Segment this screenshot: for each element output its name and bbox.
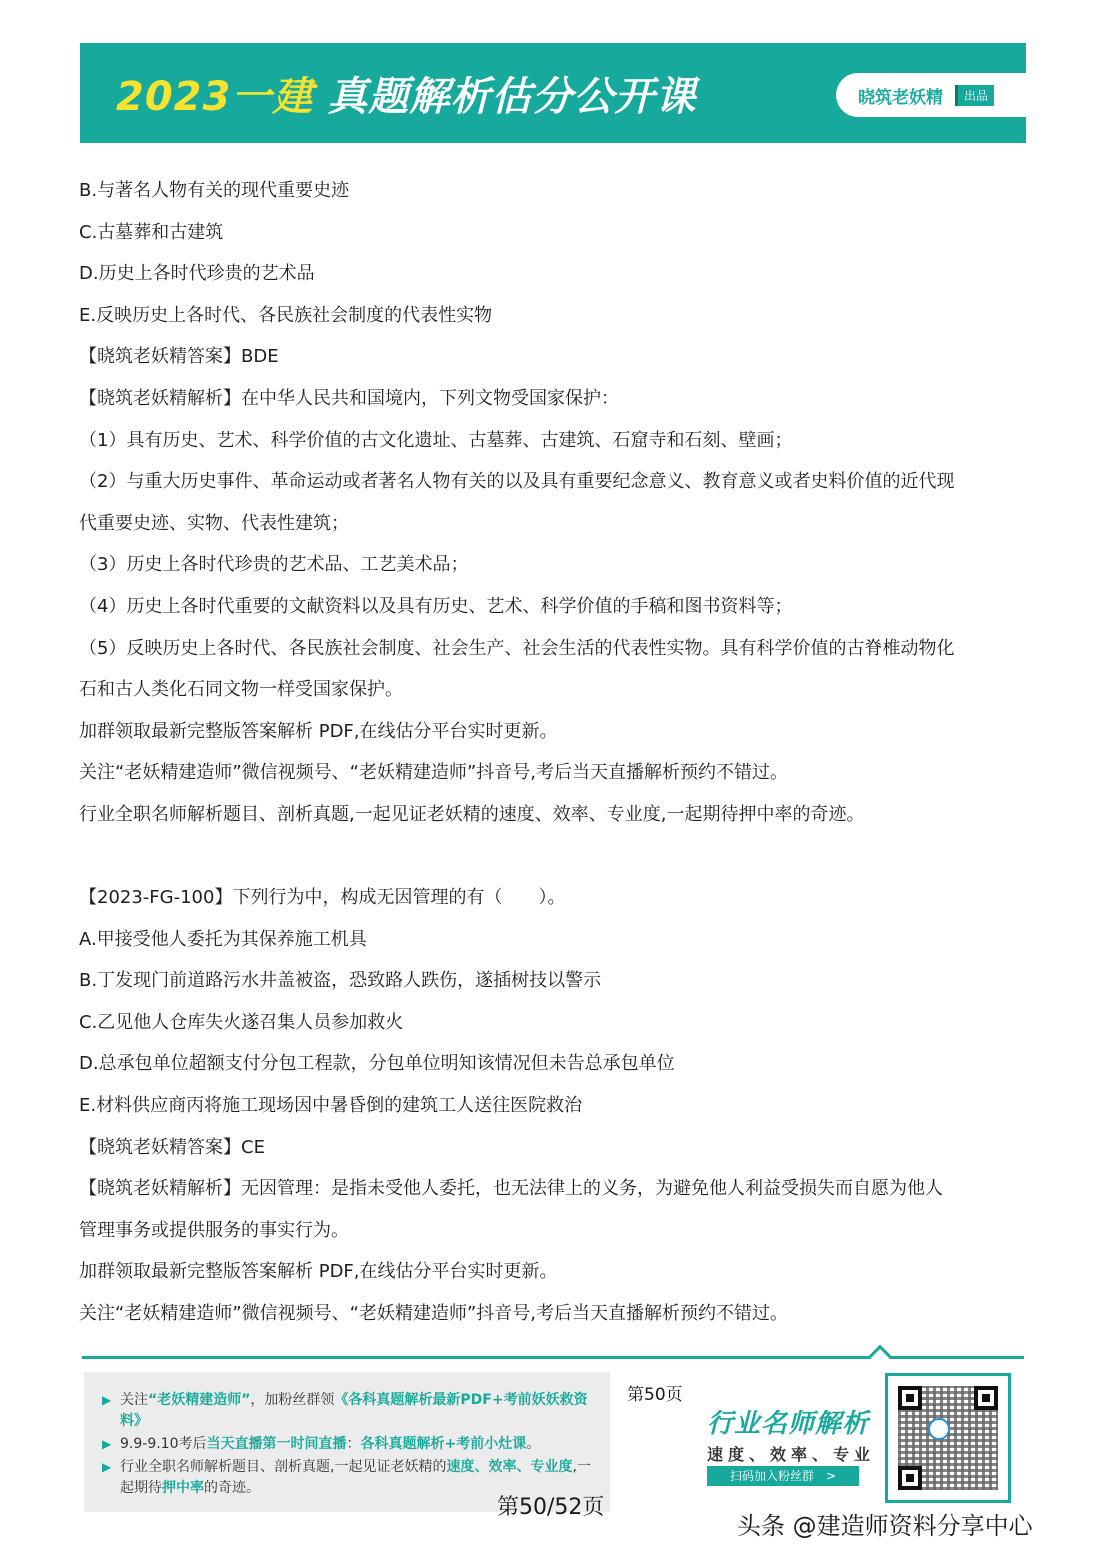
banner-main-title: 真题解析估分公开课 — [327, 73, 697, 120]
option-line: A.甲接受他人委托为其保养施工机具 — [79, 928, 367, 950]
bullet-text: ，加粉丝群领 — [250, 1392, 335, 1408]
banner-title — [116, 65, 696, 121]
page-number-label: 第50页 — [627, 1385, 683, 1405]
option-line: D.总承包单位超额支付分包工程款，分包单位明知该情况但未告总承包单位 — [79, 1053, 675, 1075]
bullet-highlight: 当天直播第一时间直播 — [206, 1436, 347, 1452]
page-total-label: 第50/52页 — [497, 1495, 605, 1520]
bullet-highlight: 押中率 — [162, 1480, 204, 1496]
bullet-text: ,一起期待 — [120, 1459, 591, 1496]
option-line: E.材料供应商丙将施工现场因中暑昏倒的建筑工人送往医院救治 — [79, 1095, 583, 1117]
watermark: 头条 @建造师资料分享中心 — [737, 1512, 1033, 1540]
footer-bullet — [102, 1390, 594, 1432]
analysis-line: （2）与重大历史事件、革命运动或者著名人物有关的以及具有重要纪念意义、教育意义或者史料价值的近代现 — [79, 471, 955, 493]
option-line: D.历史上各时代珍贵的艺术品 — [79, 263, 315, 285]
promo-line: 关注“老妖精建造师”微信视频号、“老妖精建造师”抖音号,考后当天直播解析预约不错过。 — [79, 762, 789, 784]
bullet-highlight: “老妖精建造师” — [148, 1392, 251, 1408]
option-line: B.与著名人物有关的现代重要史迹 — [79, 180, 350, 201]
bullet-highlight: 各科真题解析+考前小灶课 — [360, 1436, 527, 1452]
brand-pill — [836, 73, 1026, 117]
promo-line: 行业全职名师解析题目、剖析真题,一起见证老妖精的速度、效率、专业度,一起期待押中率的奇迹。 — [79, 803, 865, 825]
qr-code-frame — [885, 1373, 1011, 1503]
analysis-line: （4）历史上各时代重要的文献资料以及具有历史、艺术、科学价值的手稿和图书资料等； — [79, 595, 793, 617]
brand-tag: 出品 — [955, 85, 994, 106]
answer-line: 【晓筑老妖精答案】BDE — [79, 346, 279, 368]
analysis-line: （3）历史上各时代珍贵的艺术品、工艺美术品； — [79, 554, 469, 576]
header-banner — [80, 43, 1026, 143]
analysis-line: 【晓筑老妖精解析】无因管理：是指未受他人委托，也无法律上的义务，为避免他人利益受损失而自愿为他人 — [79, 1178, 943, 1200]
qr-finder-icon — [898, 1386, 922, 1410]
option-line: C.古墓葬和古建筑 — [79, 221, 224, 243]
footer-bullet — [102, 1434, 594, 1455]
analysis-line: 管理事务或提供服务的事实行为。 — [79, 1219, 349, 1241]
qr-finder-icon — [898, 1466, 922, 1490]
brand-name: 晓筑老妖精 — [858, 87, 943, 108]
wechat-logo-icon — [928, 1418, 950, 1440]
document-body — [79, 170, 1029, 1335]
bullet-highlight: 速度、效率、专业度 — [446, 1459, 573, 1475]
analysis-line: 【晓筑老妖精解析】在中华人民共和国境内，下列文物受国家保护： — [79, 387, 619, 409]
bullet-highlight: 《各科真题解析最新PDF+考前妖妖救资料》 — [120, 1392, 588, 1429]
option-line: E.反映历史上各时代、各民族社会制度的代表性实物 — [79, 304, 493, 326]
promo-subtitle: 速度、效率、专业 — [707, 1445, 876, 1464]
qr-finder-icon — [974, 1386, 998, 1410]
bullet-text: 。 — [526, 1436, 541, 1452]
option-line: B.丁发现门前道路污水井盖被盗，恐致路人跌伤，遂插树技以警示 — [79, 970, 602, 992]
bullet-text: 的奇迹。 — [204, 1480, 260, 1496]
banner-year: 2023一建 — [116, 73, 314, 120]
bullet-text: 关注 — [120, 1392, 148, 1408]
promo-line: 加群领取最新完整版答案解析 PDF,在线估分平台实时更新。 — [79, 720, 558, 742]
answer-line: 【晓筑老妖精答案】CE — [79, 1136, 265, 1158]
analysis-line: （1）具有历史、艺术、科学价值的古文化遗址、古墓葬、古建筑、石窟寺和石刻、壁画； — [79, 429, 793, 451]
option-line: C.乙见他人仓库失火遂召集人员参加救火 — [79, 1011, 404, 1033]
spacer — [79, 836, 1029, 878]
join-group-button[interactable]: 扫码加入粉丝群 > — [707, 1466, 859, 1486]
footer-notch-decoration — [869, 1345, 892, 1368]
bullet-text: 9.9-9.10考后 — [120, 1436, 207, 1452]
bullet-text: 行业全职名师解析题目、剖析真题,一起见证老妖精的 — [120, 1459, 447, 1475]
question-stem: 【2023-FG-100】下列行为中，构成无因管理的有（ ）。 — [79, 887, 566, 909]
analysis-line: 代重要史迹、实物、代表性建筑； — [79, 512, 349, 534]
bullet-text: ： — [346, 1436, 361, 1452]
promo-title: 行业名师解析 — [707, 1409, 870, 1439]
promo-line: 加群领取最新完整版答案解析 PDF,在线估分平台实时更新。 — [79, 1261, 558, 1283]
analysis-line: 石和古人类化石同文物一样受国家保护。 — [79, 679, 403, 701]
analysis-line: （5）反映历史上各时代、各民族社会制度、社会生产、社会生活的代表性实物。具有科学价值的古脊椎动物化 — [79, 637, 955, 659]
promo-line: 关注“老妖精建造师”微信视频号、“老妖精建造师”抖音号,考后当天直播解析预约不错过。 — [79, 1303, 789, 1325]
